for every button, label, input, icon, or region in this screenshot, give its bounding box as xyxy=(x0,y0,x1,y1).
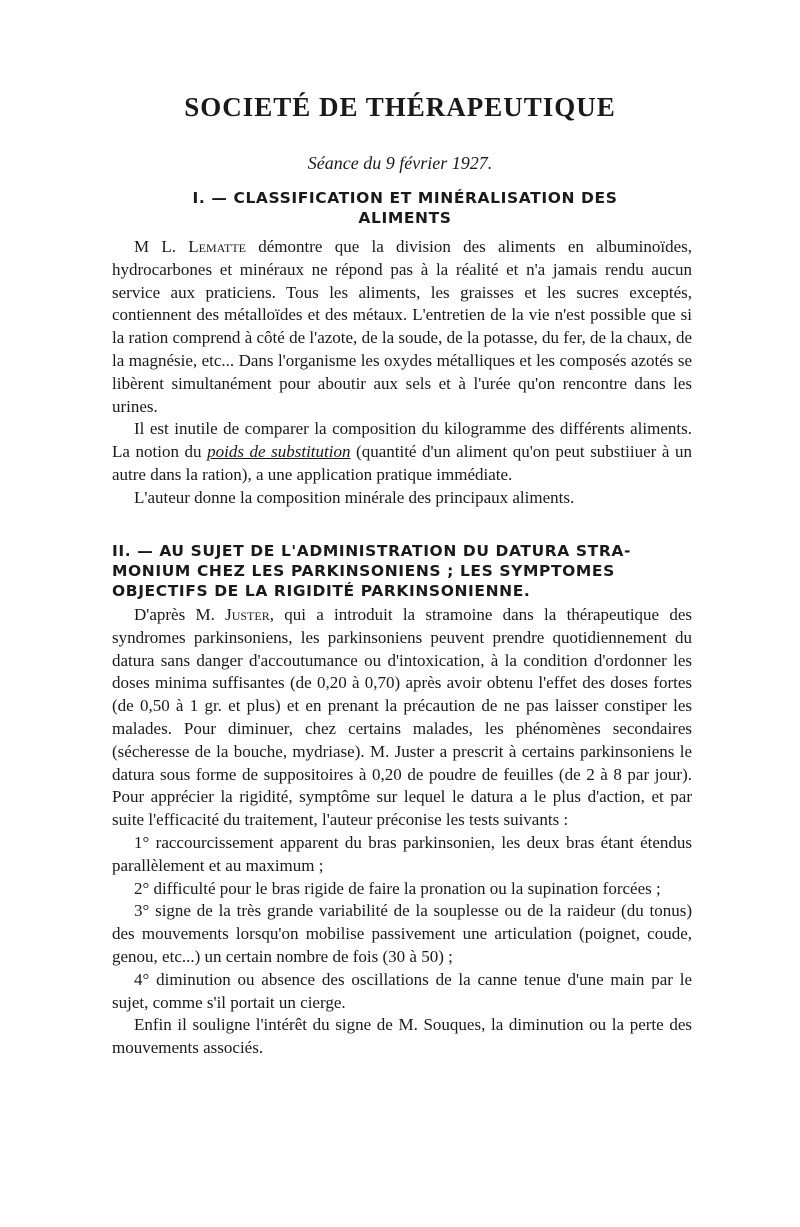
test-item-3: 3° signe de la très grande variabilité de la souplesse ou de la raideur (du tonus) des mouvements lorsqu'on mobilise passivement une articulation (poignet, coude, genou, etc...) un certain nombre de fois (30 à 50) ; xyxy=(112,901,692,966)
paragraph-text: Il est inutile de comparer la composition du kilogramme des différents aliments. La notion du xyxy=(112,419,692,462)
paragraph-text: , qui a introduit la stramoine dans la thérapeutique des syndromes parkinsoniens, les parkinsoniens peuvent prendre quotidiennement du datura sans danger d'accoutumance ou d'intoxication, à la condition d'ordonner les doses minima suffisantes (de 0,20 à 0,70) après avoir obtenu l'effet des doses fortes (de 0,50 à 1 gr. et plus) et en prenant la précaution de ne pas laisser constiper les malades. Pour diminuer, chez certains malades, les phénomènes secondaires (sécheresse de la bouche, mydriase). M. Juster a prescrit à certains parkinsoniens le datura sous forme de suppositoires à 0,20 de poudre de feuilles (de 2 à 8 par jour). Pour apprécier la rigidité, symptôme sur lequel le datura a le plus d'action, et par suite l'efficacité du traitement, l'auteur préconise les tests suivants : xyxy=(112,605,693,830)
test-item-2: 2° difficulté pour le bras rigide de faire la pronation ou la supination forcées ; xyxy=(134,878,661,898)
section-2-heading xyxy=(112,541,697,601)
section-2-paragraph-1 xyxy=(112,604,692,832)
section-2-heading-line-2: MONIUM CHEZ LES PARKINSONIENS ; LES SYMPTOMES xyxy=(112,562,615,580)
section-1-paragraph-3: L'auteur donne la composition minérale des principaux aliments. xyxy=(134,487,575,507)
section-2-heading-line-1: II. — AU SUJET DE L'ADMINISTRATION DU DATURA STRA- xyxy=(112,542,631,560)
page-title: SOCIETÉ DE THÉRAPEUTIQUE xyxy=(184,92,616,122)
paragraph-text: démontre que la division des aliments en albuminoïdes, hydrocarbones et minéraux ne répond pas à la réalité et n'a jamais rendu aucun service aux praticiens. Tous les aliments, les graisses et les sucres exceptés, contiennent des métalloïdes et des métaux. L'entretien de la vie n'est possible que si la ration comprend à côté de l'azote, de la soude, de la potasse, du fer, de la chaux, de la magnésie, etc... Dans l'organisme les oxydes métalliques et les composés azotés se libèrent simultanément pour aboutir aux sels et à l'urée qu'on rencontre dans les urines. xyxy=(112,237,692,416)
section-1-paragraph-1 xyxy=(112,236,692,418)
section-2-heading-line-3: OBJECTIFS DE LA RIGIDITÉ PARKINSONIENNE. xyxy=(112,582,531,600)
test-item-1: 1° raccourcissement apparent du bras parkinsonien, les deux bras étant étendus parallèlement et au maximum ; xyxy=(112,832,692,875)
section-1-paragraph-2 xyxy=(112,418,692,486)
author-name: Juster xyxy=(225,605,270,624)
section-1-heading: I. — CLASSIFICATION ET MINÉRALISATION DES ALIMENTS xyxy=(192,189,618,227)
section-2-conclusion: Enfin il souligne l'intérêt du signe de M. Souques, la diminution ou la perte des mouvements associés. xyxy=(112,1015,692,1058)
section-1-body xyxy=(112,236,692,510)
test-item-4: 4° diminution ou absence des oscillations de la canne tenue d'une main par le sujet, comme s'il portait un cierge. xyxy=(112,969,692,1012)
emphasized-term: poids de substitution xyxy=(207,442,351,462)
section-2-body xyxy=(112,604,692,1060)
session-date: Séance du 9 février 1927. xyxy=(307,153,493,173)
paragraph-text: (quantité d'un aliment qu'on peut substiiuer à un autre dans la ration), a une application pratique immédiate. xyxy=(112,442,692,484)
author-name: M L. Lematte xyxy=(134,237,246,256)
paragraph-text: D'après M. xyxy=(134,605,226,624)
